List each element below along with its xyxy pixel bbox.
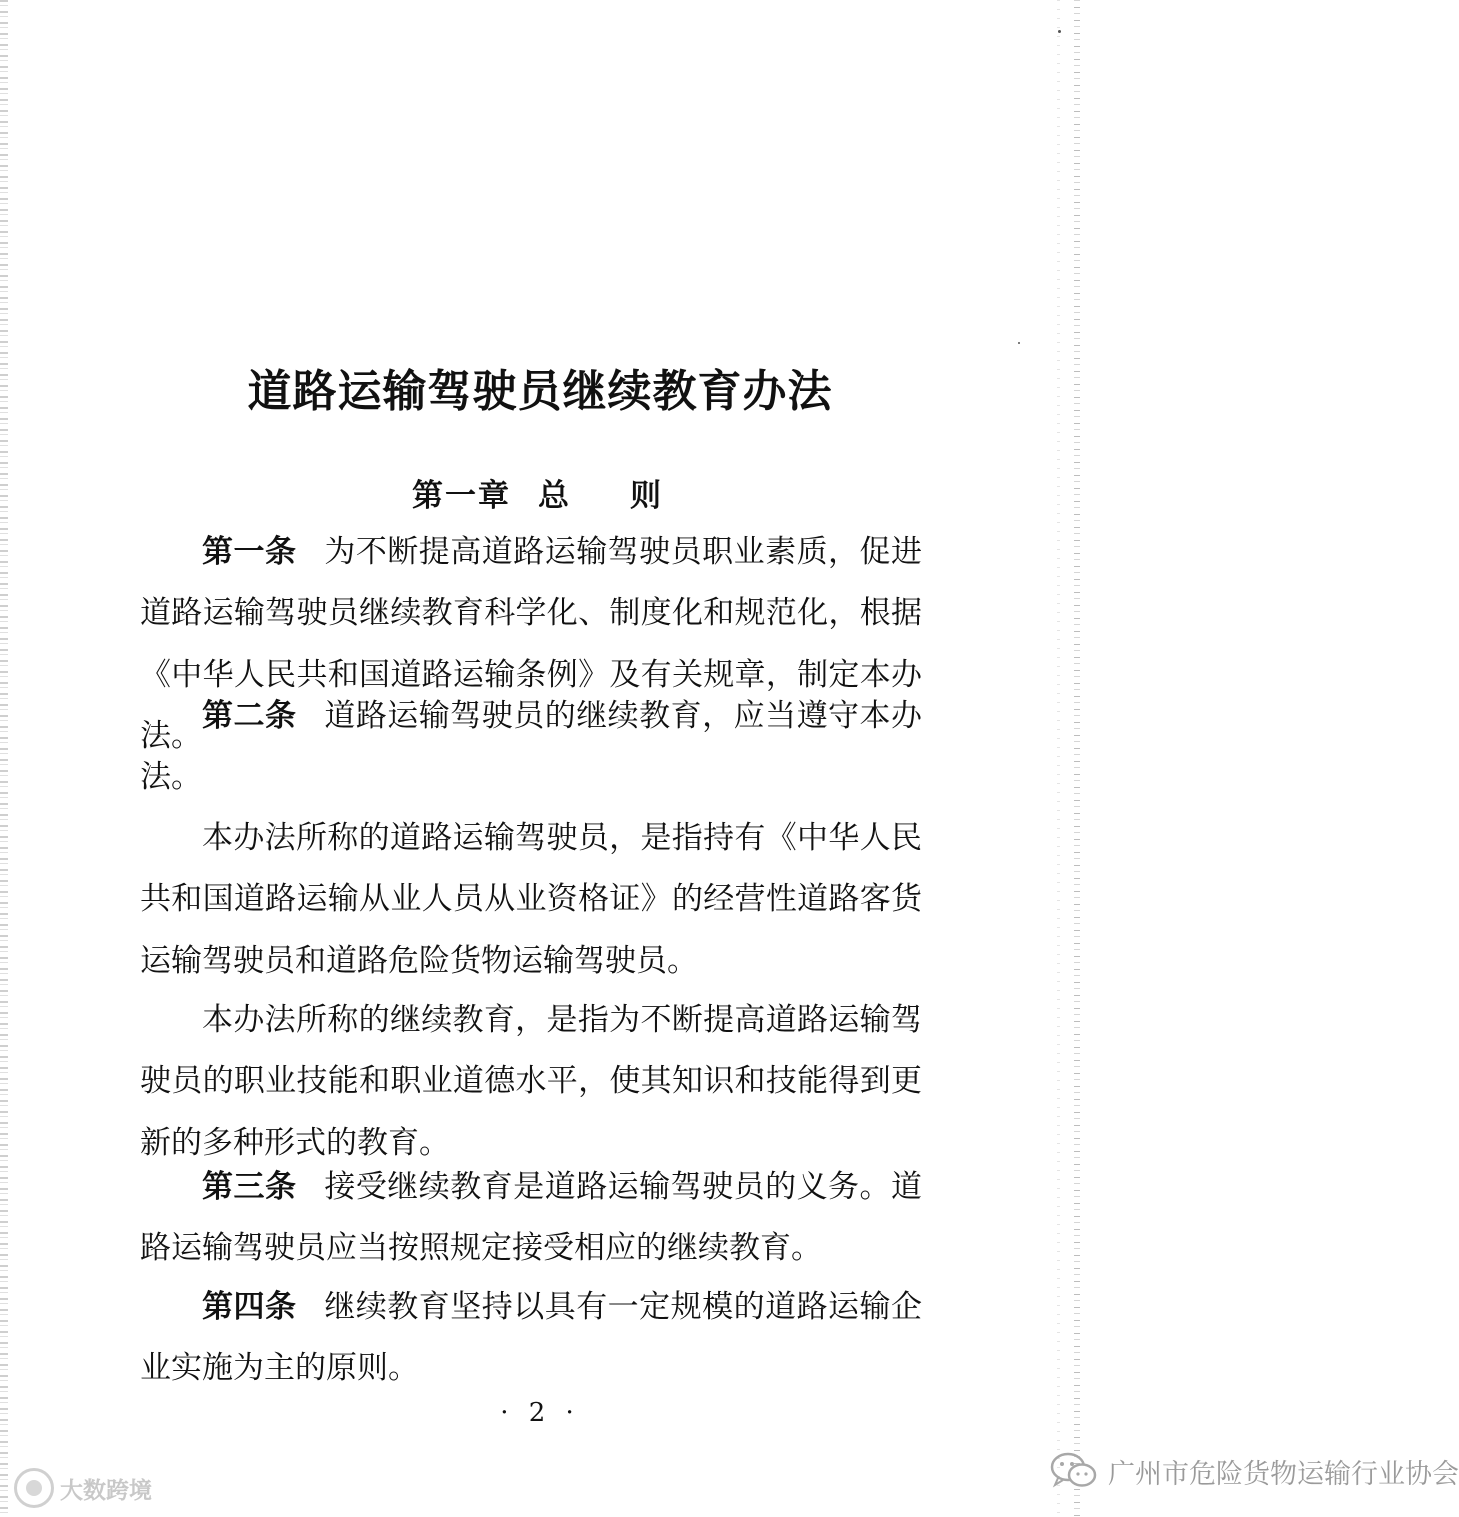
article-label: 第一条 xyxy=(202,534,297,570)
watermark-right-text: 广州市危险货物运输行业协会 xyxy=(1108,1459,1459,1490)
target-logo-icon xyxy=(14,1468,54,1508)
paragraph-definition-education xyxy=(140,990,922,1174)
article-text: 为不断提高道路运输驾驶员职业素质，促进道路运输驾驶员继续教育科学化、制度化和规范化，根据《中华人民共和国道路运输条例》及有关规章，制定本办法。 xyxy=(140,534,923,755)
scan-edge-left xyxy=(0,0,8,1517)
chapter-name-part1: 总 xyxy=(538,478,569,514)
scan-edge-right-inner xyxy=(1057,0,1060,1517)
article-text: 继续教育坚持以具有一定规模的道路运输企业实施为主的原则。 xyxy=(140,1289,923,1387)
article-label: 第四条 xyxy=(202,1289,297,1325)
scan-speck xyxy=(1018,342,1020,344)
chapter-heading xyxy=(412,470,692,514)
page-number: · 2 · xyxy=(500,1398,580,1428)
article-label: 第二条 xyxy=(202,698,297,734)
article-3 xyxy=(140,1157,922,1280)
scan-speck xyxy=(1058,30,1061,33)
paragraph-text: 本办法所称的继续教育，是指为不断提高道路运输驾驶员的职业技能和职业道德水平，使其知识和技能得到更新的多种形式的教育。 xyxy=(140,1002,922,1161)
article-label: 第三条 xyxy=(202,1169,297,1205)
watermark-left-text: 大数跨境 xyxy=(60,1478,152,1504)
article-text: 道路运输驾驶员的继续教育，应当遵守本办法。 xyxy=(140,698,923,796)
chapter-name-part2: 则 xyxy=(630,478,661,514)
paragraph-definition-driver xyxy=(140,808,922,992)
article-2 xyxy=(140,686,922,809)
article-text: 接受继续教育是道路运输驾驶员的义务。道路运输驾驶员应当按照规定接受相应的继续教育。 xyxy=(140,1169,923,1267)
article-4 xyxy=(140,1277,922,1400)
scan-edge-right xyxy=(1074,0,1080,1517)
wechat-icon xyxy=(1050,1452,1098,1490)
chapter-number: 第一章 xyxy=(412,478,511,514)
document-title: 道路运输驾驶员继续教育办法 xyxy=(247,366,833,417)
paragraph-text: 本办法所称的道路运输驾驶员，是指持有《中华人民共和国道路运输从业人员从业资格证》的经营性道路客货运输驾驶员和道路危险货物运输驾驶员。 xyxy=(140,820,922,979)
